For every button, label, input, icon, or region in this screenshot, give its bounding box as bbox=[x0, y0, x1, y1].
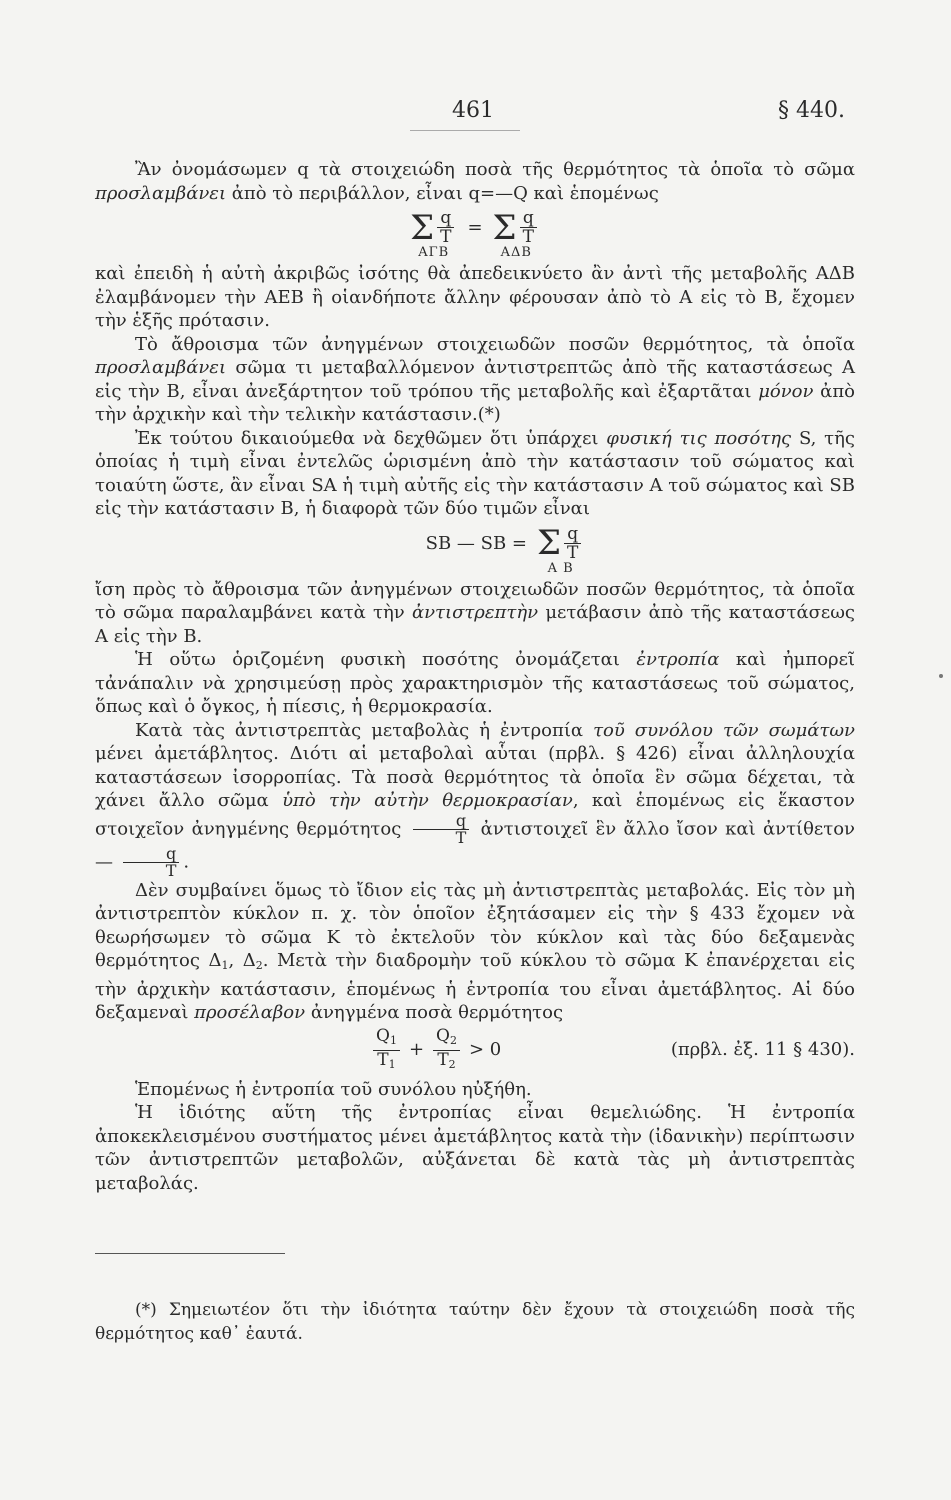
sigma-symbol: Σ bbox=[492, 207, 517, 248]
page-header bbox=[0, 92, 951, 132]
paragraph-2: καὶ ἐπειδὴ ἡ αὐτὴ ἀκριβῶς ἰσότης θὰ ἀπεδεικνύετο ἂν ἀντὶ τῆς μεταβολῆς ΑΔΒ ἐλαμβάνομεν τὴν ΑΕΒ ἢ οἱανδήποτε ἄλλην φέρουσαν ἀπὸ τὸ Α εἰς τὸ Β, ἔχομεν τὴν ἑξῆς πρότασιν. bbox=[95, 263, 855, 331]
page-number: 461 bbox=[452, 98, 494, 123]
fraction-q-over-t: $\frac{q}{T}$ bbox=[437, 209, 454, 246]
footnote bbox=[95, 1298, 855, 1346]
paragraph-4: Ἐκ τούτου δικαιούμεθα νὰ δεχθῶμεν ὅτι ὑπάρχει φυσική τις ποσότης S, τῆς ὁποίας ἡ τιμὴ εἶναι ἐντελῶς ὡρισμένη ἀπὸ τὴν κατάστασιν τοῦ σώματος καὶ τοιαύτη ὥστε, ἂν εἶναι SA ἡ τιμὴ αὐτῆς εἰς τὴν κατάστασιν Α τοῦ σώματος καὶ SB εἰς τὴν κατάστασιν Β, ἡ διαφορὰ τῶν δύο τιμῶν εἶναι bbox=[95, 427, 855, 519]
equation-entropy-increase bbox=[95, 1027, 855, 1074]
path-label-ab: A B bbox=[547, 560, 574, 576]
fraction-q-over-t: $\frac{q}{T}$ bbox=[564, 525, 581, 562]
fraction-q1-over-t1: $\frac{Q1}{T1}$ bbox=[373, 1027, 400, 1074]
greater-than-zero: > 0 bbox=[468, 1039, 502, 1061]
paragraph-3: Τὸ ἄθροισμα τῶν ἀνηγμένων στοιχειωδῶν ποσῶν θερμότητος, τὰ ὁποῖα προσλαμβάνει σῶμα τι μεταβαλλόμενον ἀντιστρεπτῶς ἀπὸ τῆς καταστάσεως Α εἰς τὴν Β, εἶναι ἀνεξάρτητον τοῦ τρόπου τῆς μεταβολῆς καὶ ἐξαρτᾶται μόνον ἀπὸ τὴν ἀρχικὴν καὶ τὴν τελικὴν κατάστασιν.(*) bbox=[95, 333, 855, 425]
margin-speck bbox=[939, 674, 943, 678]
paragraph-5: ἴση πρὸς τὸ ἄθροισμα τῶν ἀνηγμένων στοιχειωδῶν ποσῶν θερμότητος, τὰ ὁποῖα τὸ σῶμα παραλαμβάνει κατὰ τὴν ἀντιστρεπτὴν μετάβασιν ἀπὸ τῆς καταστάσεως Α εἰς τὴν Β. bbox=[95, 578, 856, 647]
equals-sign: = bbox=[467, 216, 483, 238]
sigma-symbol: Σ bbox=[410, 207, 435, 248]
plus-sign: + bbox=[408, 1039, 425, 1061]
section-number: § 440. bbox=[778, 98, 845, 123]
fraction-q-over-t: $\frac{q}{T}$ bbox=[520, 209, 537, 246]
paragraph-7: Κατὰ τὰς ἀντιστρεπτὰς μεταβολὰς ἡ ἐντροπία τοῦ συνόλου τῶν σωμάτων μένει ἀμετάβλητος. Διότι αἱ μεταβολαὶ αὗται (πρβλ. § 426) εἶναι ἀλληλουχία καταστάσεων ἰσορροπίας. Τὰ ποσὰ θερμότητος τὰ ὁποῖα ἓν σῶμα δέχεται, τὰ χάνει ἄλλο σῶμα ὑπὸ τὴν αὐτὴν θερμοκρασίαν, καὶ ἑπομένως εἰς ἕκαστον στοιχεῖον ἀνηγμένης θερμότητος $\frac{q}{T}$ ἀντιστοιχεῖ ἓν ἄλλο ἴσον καὶ ἀντίθετον — $\frac{q}{T}$ . bbox=[95, 719, 855, 880]
paragraph-6: Ἡ οὕτω ὁριζομένη φυσικὴ ποσότης ὀνομάζεται ἐντροπία καὶ ἠμπορεῖ τἀνάπαλιν νὰ χρησιμεύσῃ πρὸς χαρακτηρισμὸν τῆς καταστάσεως τοῦ σώματος, ὅπως καὶ ὁ ὄγκος, ἡ πίεσις, ἡ θερμοκρασία. bbox=[95, 649, 855, 717]
page-body bbox=[95, 158, 855, 1195]
path-label-adb: ΑΔΒ bbox=[500, 245, 532, 260]
fraction-q2-over-t2: $\frac{Q2}{T2}$ bbox=[433, 1027, 460, 1074]
equation-reference: (πρβλ. ἐξ. 11 § 430). bbox=[670, 1039, 855, 1061]
paragraph-8: Δὲν συμβαίνει ὅμως τὸ ἴδιον εἰς τὰς μὴ ἀντιστρεπτὰς μεταβολάς. Εἰς τὸν μὴ ἀντιστρεπτὸν κύκλον π. χ. τὸν ὁποῖον ἐξητάσαμεν εἰς τὴν § 433 ἔχομεν νὰ θεωρήσωμεν τὸ σῶμα Κ τὸ ἐκτελοῦν τὸν κύκλον καὶ τὰς δύο δεξαμενὰς θερμότητος Δ1, Δ2. Μετὰ τὴν διαδρομὴν τοῦ κύκλου τὸ σῶμα Κ ἐπανέρχεται εἰς τὴν ἀρχικὴν κατάστασιν, ἑπομένως ἡ ἐντροπία του εἶναι ἀμετάβλητος. Αἱ δύο δεξαμεναὶ προσέλαβον ἀνηγμένα ποσὰ θερμότητος bbox=[95, 879, 856, 1023]
equation-entropy-difference bbox=[155, 525, 855, 576]
paragraph-10: Ἡ ἰδιότης αὕτη τῆς ἐντροπίας εἶναι θεμελιώδης. Ἡ ἐντροπία ἀποκεκλεισμένου συστήματος μένει ἀμετάβλητος κατὰ τὴν (ἰδανικὴν) περίπτωσιν τῶν ἀντιστρεπτῶν μεταβολῶν, αὐξάνεται δὲ κατὰ τὰς μὴ ἀντιστρεπτὰς μεταβολάς. bbox=[95, 1102, 855, 1194]
footnote-rule bbox=[95, 1253, 285, 1254]
entropy-difference-lhs: SB — SB = bbox=[425, 533, 527, 555]
sigma-symbol: Σ bbox=[536, 523, 562, 563]
inline-fraction-q-over-t: $\frac{q}{T}$ bbox=[413, 813, 470, 846]
header-rule bbox=[410, 130, 520, 131]
paragraph-9: Ἑπομένως ἡ ἐντροπία τοῦ συνόλου ηὐξήθη. bbox=[135, 1078, 532, 1100]
paragraph-1: Ἂν ὀνομάσωμεν q τὰ στοιχειώδη ποσὰ τῆς θερμότητος τὰ ὁποῖα τὸ σῶμα προσλαμβάνει ἀπὸ τὸ περιβάλλον, εἶναι q=—Q καὶ ἑπομένως bbox=[95, 159, 855, 204]
equation-sum-equality bbox=[95, 209, 855, 260]
path-label-agb: ΑΓΒ bbox=[418, 245, 450, 260]
inline-fraction-q-over-t: $\frac{q}{T}$ bbox=[123, 846, 180, 879]
footnote-text: (*) Σημειωτέον ὅτι τὴν ἰδιότητα ταύτην δὲν ἔχουν τὰ στοιχειώδη ποσὰ τῆς θερμότητος καθ᾿ ἑαυτά. bbox=[95, 1300, 855, 1344]
